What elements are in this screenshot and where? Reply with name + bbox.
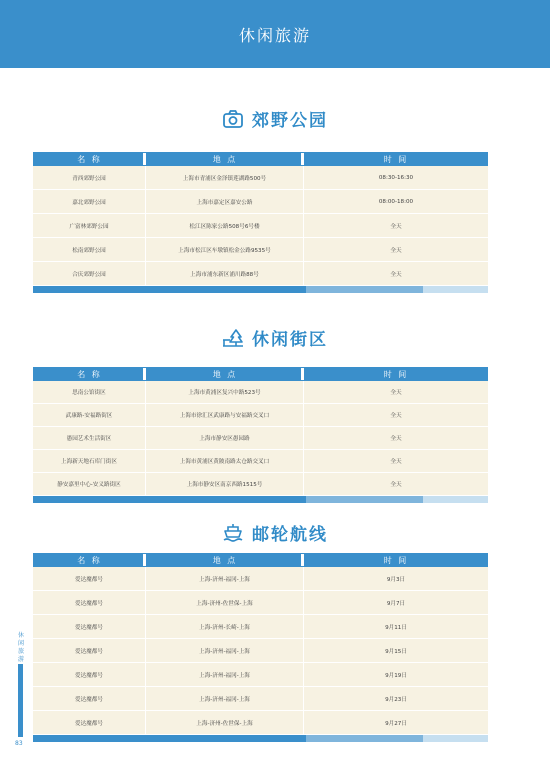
table-row: [33, 238, 488, 262]
cell-name: 松南郊野公园: [33, 238, 146, 261]
cell-time: 9月15日: [385, 648, 407, 655]
cell-time: 08:30-16:30: [378, 174, 414, 181]
cell-name: 愚园艺术生活街区: [33, 427, 146, 449]
table-footer-bar: [33, 286, 488, 293]
cell-name: 静安嘉里中心-安义路街区: [33, 473, 146, 495]
table-row: [33, 639, 488, 663]
cell-time: 全天: [390, 247, 402, 254]
cell-name: 青西郊野公园: [33, 166, 146, 189]
table-row: [33, 591, 488, 615]
cell-time: 全天: [390, 271, 402, 278]
footer-bar-segment: [306, 496, 423, 503]
cell-name: 上海新天地石库门街区: [33, 450, 146, 472]
table-header: [33, 152, 488, 166]
cell-name: 爱达魔都号: [33, 615, 146, 638]
table-row: [33, 214, 488, 238]
section-title-streets: [0, 325, 550, 350]
table-row: [33, 190, 488, 214]
column-header-place: 地 点: [146, 154, 304, 165]
cell-time: 全天: [390, 459, 402, 465]
street-tree-icon: [222, 328, 244, 348]
table-header: [33, 553, 488, 567]
cell-place: 上海-济州-佐世保-上海: [146, 591, 304, 614]
column-header-name: 名 称: [33, 369, 146, 380]
header-banner: [0, 0, 550, 68]
cruise-table: [33, 553, 488, 742]
column-header-time: 时 间: [383, 154, 409, 164]
footer-bar-segment: [423, 735, 488, 742]
footer-bar-segment: [33, 735, 306, 742]
cell-name: 武康路-安福路街区: [33, 404, 146, 426]
cell-name: 爱达魔都号: [33, 591, 146, 614]
cell-name: 广富林郊野公园: [33, 214, 146, 237]
cell-place: 松江区陈家公路508号6号楼: [146, 214, 304, 237]
column-header-name: 名 称: [33, 555, 146, 566]
cell-place: 上海市静安区愚园路: [146, 427, 304, 449]
side-accent-bar: [18, 664, 23, 737]
table-footer-bar: [33, 496, 488, 503]
cell-name: 爱达魔都号: [33, 639, 146, 662]
table-footer-bar: [33, 735, 488, 742]
cell-place: 上海市浦东新区浦川路88号: [146, 262, 304, 285]
camera-icon: [222, 109, 244, 129]
table-row: [33, 663, 488, 687]
table-row: [33, 450, 488, 473]
cell-place: 上海-济州-福冈-上海: [146, 687, 304, 710]
section-heading: 邮轮航线: [252, 525, 328, 545]
cell-time: 全天: [390, 413, 402, 419]
cell-place: 上海市黄浦区复兴中路523号: [146, 381, 304, 403]
footer-bar-segment: [423, 286, 488, 293]
cell-time: 全天: [390, 436, 402, 442]
table-row: [33, 615, 488, 639]
cell-place: 上海市松江区车墩镇松金公路9535号: [146, 238, 304, 261]
cell-place: 上海-济州-福冈-上海: [146, 639, 304, 662]
table-row: [33, 404, 488, 427]
table-row: [33, 473, 488, 496]
table-row: [33, 711, 488, 735]
cell-name: 合庆郊野公园: [33, 262, 146, 285]
cell-place: 上海-济州-福冈-上海: [146, 663, 304, 686]
cell-place: 上海-济州-佐世保-上海: [146, 711, 304, 734]
streets-table: [33, 367, 488, 503]
cell-place: 上海-济州-长崎-上海: [146, 615, 304, 638]
page-number: 83: [15, 740, 23, 747]
footer-bar-segment: [423, 496, 488, 503]
cell-name: 嘉北郊野公园: [33, 190, 146, 213]
table-row: [33, 381, 488, 404]
cell-place: 上海-济州-福冈-上海: [146, 567, 304, 590]
table-row: [33, 687, 488, 711]
section-heading: 休闲街区: [252, 330, 328, 350]
cell-name: 爱达魔都号: [33, 687, 146, 710]
cell-time: 全天: [390, 223, 402, 230]
parks-table: [33, 152, 488, 293]
table-row: [33, 567, 488, 591]
cell-name: 思南公馆街区: [33, 381, 146, 403]
cell-name: 爱达魔都号: [33, 663, 146, 686]
section-heading: 郊野公园: [252, 111, 328, 131]
cell-name: 爱达魔都号: [33, 711, 146, 734]
table-row: [33, 166, 488, 190]
footer-bar-segment: [33, 286, 306, 293]
cell-time: 全天: [390, 390, 402, 396]
ship-icon: [222, 523, 244, 543]
column-header-place: 地 点: [146, 555, 304, 566]
cell-time: 9月27日: [385, 720, 407, 727]
side-section-label: 休闲旅游: [17, 632, 24, 663]
column-header-time: 时 间: [383, 555, 409, 565]
cell-time: 9月3日: [386, 576, 406, 583]
table-row: [33, 262, 488, 286]
footer-bar-segment: [33, 496, 306, 503]
table-header: [33, 367, 488, 381]
cell-name: 爱达魔都号: [33, 567, 146, 590]
column-header-time: 时 间: [383, 369, 409, 379]
cell-place: 上海市静安区南京西路1515号: [146, 473, 304, 495]
footer-bar-segment: [306, 735, 423, 742]
footer-bar-segment: [306, 286, 423, 293]
cell-place: 上海市青浦区金泽镇莲湖路500号: [146, 166, 304, 189]
section-title-parks: [0, 106, 550, 131]
section-title-cruise: [0, 520, 550, 545]
cell-time: 9月19日: [385, 672, 407, 679]
table-row: [33, 427, 488, 450]
cell-time: 9月7日: [386, 600, 406, 607]
cell-place: 上海市嘉定区嘉安公路: [146, 190, 304, 213]
cell-time: 08:00-18:00: [378, 198, 414, 205]
column-header-place: 地 点: [146, 369, 304, 380]
cell-time: 9月23日: [385, 696, 407, 703]
cell-time: 全天: [390, 482, 402, 488]
column-header-name: 名 称: [33, 154, 146, 165]
cell-place: 上海市黄浦区黄陂南路太仓路交叉口: [146, 450, 304, 472]
cell-time: 9月11日: [385, 624, 407, 631]
cell-place: 上海市徐汇区武康路与安福路交叉口: [146, 404, 304, 426]
page-title: 休闲旅游: [238, 25, 311, 45]
